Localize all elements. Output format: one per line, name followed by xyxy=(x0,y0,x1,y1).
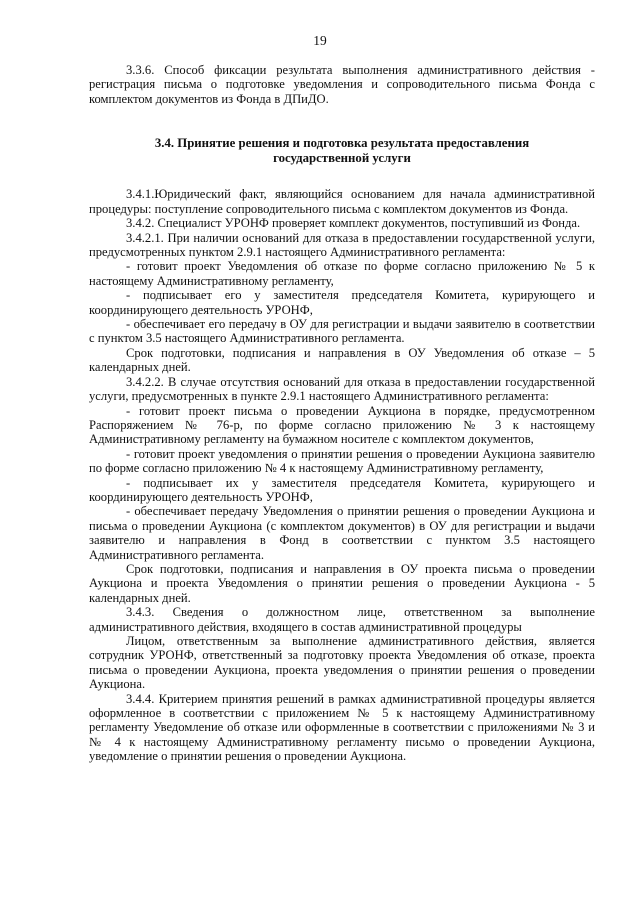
list-item: - подписывает их у заместителя председателя Комитета, курирующего и координирующего деятельность УРОНФ, xyxy=(89,475,595,504)
page-number: 19 xyxy=(313,33,327,48)
paragraph-3-4-2: 3.4.2. Специалист УРОНФ проверяет комплект документов, поступивший из Фонда. xyxy=(126,216,581,231)
paragraph-3-4-2-1: 3.4.2.1. При наличии оснований для отказа в предоставлении государственной услуги, предусмотренных пунктом 2.9.1 настоящего Административного регламента: xyxy=(89,230,595,260)
list-item: - подписывает его у заместителя председателя Комитета, курирующего и координирующего деятельность УРОНФ, xyxy=(89,288,595,317)
list-item: - готовит проект письма о проведении Аукциона в порядке, предусмотренном Распоряжением № 76-р, по форме согласно приложению № 3 к настоящему Административному регламенту на бумажном носителе с комплектом документов, xyxy=(89,403,595,447)
list-item: - обеспечивает передачу Уведомления о принятии решения о проведении Аукциона и письма о проведении Аукциона (с комплектом документов) в ОУ для регистрации и выдачи заявителю и направления в Фонд в соответствии с пунктом 3.5 настоящего Административного регламента. xyxy=(89,504,595,562)
section-heading-3-4: 3.4. Принятие решения и подготовка результата предоставления государственной услуги xyxy=(154,136,530,165)
paragraph-3-3-6: 3.3.6. Способ фиксации результата выполнения административного действия - регистрация письма о подготовке уведомления и сопроводительного письма Фонда с комплектом документов из Фонда в ДПиДО. xyxy=(89,63,595,106)
spacer xyxy=(89,106,595,136)
paragraph-3-4-3: 3.4.3. Сведения о должностном лице, ответственном за выполнение административного действия, входящего в состав административной процедуры xyxy=(89,605,595,634)
list-item: - готовит проект Уведомления об отказе по форме согласно приложению № 5 к настоящему Административному регламенту, xyxy=(89,259,595,288)
list-item: - готовит проект уведомления о принятии решения о проведении Аукциона заявителю по форме согласно приложению № 4 к настоящему Административному регламенту, xyxy=(89,446,595,476)
paragraph-term: Срок подготовки, подписания и направления в ОУ Уведомления об отказе – 5 календарных дней. xyxy=(89,345,595,375)
paragraph-term: Срок подготовки, подписания и направления в ОУ проекта письма о проведении Аукциона и проекта Уведомления о принятии решения о проведении Аукциона - 5 календарных дней. xyxy=(89,561,595,605)
paragraph-3-4-1: 3.4.1.Юридический факт, являющийся основанием для начала административной процедуры: поступление сопроводительного письма с комплектом документов из Фонда. xyxy=(89,187,595,216)
spacer xyxy=(89,165,595,187)
paragraph-3-4-4: 3.4.4. Критерием принятия решений в рамках административной процедуры является оформленное в соответствии с приложением № 5 к настоящему Административному регламенту Уведомление об отказе или оформленные в соответствии с приложениями № 3 и № 4 к настоящему Административному регламенту письмо о проведении Аукциона, уведомление о принятии решения о проведении Аукциона. xyxy=(89,691,595,764)
document-body xyxy=(89,63,595,764)
paragraph-3-4-2-2: 3.4.2.2. В случае отсутствия оснований для отказа в предоставлении государственной услуги, предусмотренных в пункте 2.9.1 настоящего Административного регламента: xyxy=(89,374,595,404)
list-item: - обеспечивает его передачу в ОУ для регистрации и выдачи заявителю в соответствии с пунктом 3.5 настоящего Административного регламента. xyxy=(89,317,595,346)
paragraph-responsible: Лицом, ответственным за выполнение административного действия, является сотрудник УРОНФ, ответственный за подготовку проекта Уведомления об отказе, проекта письма о проведении Аукциона, проекта уведомления о принятии решения о проведении Аукциона. xyxy=(89,634,595,692)
